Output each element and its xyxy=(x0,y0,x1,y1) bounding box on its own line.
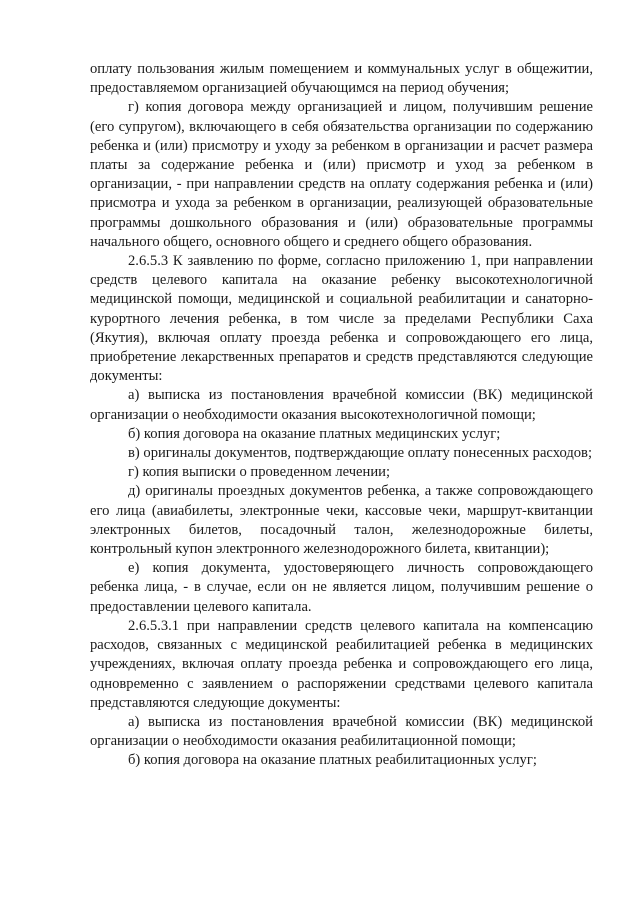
paragraph-section-2-6-5-3: 2.6.5.3 К заявлению по форме, согласно приложению 1, при направлении средств целевого капитала на оказание ребенку высокотехнологичной медицинской помощи, медицинской и социальной реабилитации и санаторно-курортного лечения ребенка, в том числе за пределами Республики Саха (Якутия), включая оплату проезда ребенка и сопровождающего его лица, приобретение лекарственных препаратов и средств представляются следующие документы: xyxy=(90,253,593,385)
paragraph-item-g-contract: г) копия договора между организацией и лицом, получившим решение (его супругом), включающего в себя обязательства организации по содержанию ребенка и (или) присмотру и уходу за ребенком в организации и расчет размера платы за содержание ребенка и (или) присмотр и уход за ребенком в организации, - при направлении средств на оплату содержания ребенка и (или) присмотра и ухода за ребенком в организации, реализующей образовательные программы дошкольного образования и (или) образовательные программы начального общего, основного общего и среднего общего образования. xyxy=(90,99,593,250)
paragraph-item-a-extract: а) выписка из постановления врачебной комиссии (ВК) медицинской организации о необходимости оказания высокотехнологичной помощи; xyxy=(90,387,593,423)
paragraph-item-e-identity-document: е) копия документа, удостоверяющего личность сопровождающего ребенка лица, - в случае, если он не является лицом, получившим решение о предоставлении целевого капитала. xyxy=(90,560,593,615)
paragraph-item-g-treatment-extract: г) копия выписки о проведенном лечении; xyxy=(128,464,391,481)
paragraph-item-d-travel-documents: д) оригиналы проездных документов ребенка, а также сопровождающего его лица (авиабилеты, электронные чеки, кассовые чеки, маршрут-квитанции электронных билетов, посадочный талон, железнодорожные билеты, контрольный купон электронного железнодорожного билета, квитанции); xyxy=(90,483,593,558)
paragraph-item-a-rehab-extract: а) выписка из постановления врачебной комиссии (ВК) медицинской организации о необходимости оказания реабилитационной помощи; xyxy=(90,713,593,750)
paragraph-item-b-medical-contract: б) копия договора на оказание платных медицинских услуг; xyxy=(128,425,501,442)
paragraph-item-b-rehab-contract: б) копия договора на оказание платных реабилитационных услуг; xyxy=(128,752,537,769)
paragraph-section-2-6-5-3-1: 2.6.5.3.1 при направлении средств целевого капитала на компенсацию расходов, связанных с медицинской реабилитацией ребенка в медицинских учреждениях, включая оплату проезда ребенка и сопровождающего его лица, одновременно с заявлением о распоряжении средствами целевого капитала представляются следующие документы: xyxy=(90,617,593,711)
paragraph-item-v-payment-documents: в) оригиналы документов, подтверждающие оплату понесенных расходов; xyxy=(128,445,593,462)
document-page xyxy=(90,60,593,771)
paragraph-continuation: оплату пользования жилым помещением и коммунальных услуг в общежитии, предоставляемом организацией обучающимся на период обучения; xyxy=(90,61,593,97)
